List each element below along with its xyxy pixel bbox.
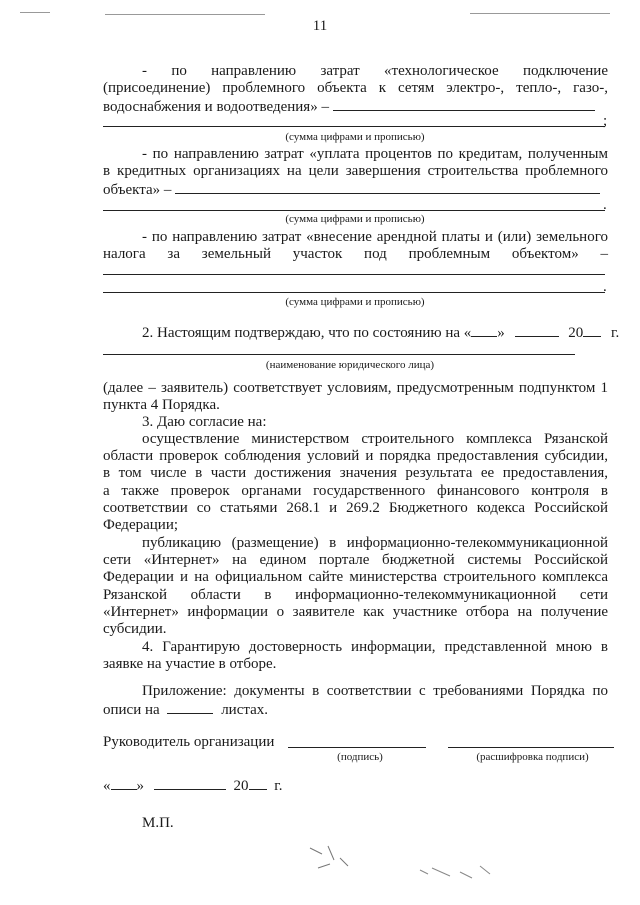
amount-caption: (сумма цифрами и прописью) — [285, 131, 425, 143]
scan-marks — [300, 838, 510, 888]
page-number: 11 — [312, 18, 328, 34]
guarantee-text-line: заявке на участие в отборе. — [103, 656, 277, 672]
consent-text-line: соответствии со статьями 268.1 и 269.2 Бюджетного кодекса Российской — [103, 500, 608, 516]
cost-text-line: водоснабжения и водоотведения» – — [103, 99, 329, 115]
item-3-heading: 3. Даю согласие на: — [142, 414, 267, 430]
consent-text-line: осуществление министерством строительного комплекса Рязанской — [142, 431, 608, 447]
cost-text-line: (присоединение) проблемного объекта к сетям электро-, тепло-, газо-, — [103, 80, 608, 96]
quote-close: » — [136, 778, 144, 794]
legal-entity-blank[interactable] — [103, 354, 575, 355]
amount-blank[interactable] — [103, 292, 605, 293]
consent-text-line: Федерации; — [103, 517, 179, 533]
amount-caption: (сумма цифрами и прописью) — [285, 213, 425, 225]
scan-speck — [20, 12, 50, 13]
sheets-count-blank[interactable] — [167, 700, 213, 714]
amount-blank[interactable] — [333, 97, 595, 111]
consent-text-line: в том числе в части достижения значения результата ее предоставления, — [103, 465, 608, 481]
attachment-prefix: описи на — [103, 702, 160, 718]
day-blank[interactable] — [111, 776, 137, 790]
consent-text-line: а также проверок органами государственного финансового контроля в — [103, 483, 608, 499]
signature-caption: (подпись) — [337, 751, 383, 763]
consent-text-line: субсидии. — [103, 621, 167, 637]
date-line — [103, 776, 282, 796]
consent-text-line: «Интернет» информации о заявителе как участнике отбора на получение — [103, 604, 608, 620]
signature-blank[interactable] — [288, 747, 426, 748]
consent-text-line: публикацию (размещение) в информационно-телекоммуникационной — [142, 535, 608, 551]
consent-text-line: Федерации и на официальном сайте министерства строительного комплекса — [103, 569, 608, 585]
cost-text-line: в кредитных организациях на цели завершения строительства проблемного — [103, 163, 608, 179]
year-blank[interactable] — [249, 776, 267, 790]
cost-text-line: объекта» – — [103, 182, 172, 198]
scan-speck — [105, 14, 265, 15]
attachment-text: Приложение: документы в соответствии с требованиями Порядка по — [142, 683, 608, 699]
cost-text-line: - по направлению затрат «технологическое подключение — [142, 63, 608, 79]
year-prefix: 20 — [233, 778, 249, 794]
quote-open: « — [463, 325, 472, 341]
amount-caption: (сумма цифрами и прописью) — [285, 296, 425, 308]
year-prefix: 20 — [568, 325, 584, 341]
day-blank[interactable] — [471, 323, 497, 337]
stamp-place: М.П. — [142, 815, 174, 831]
signature-decoding-blank[interactable] — [448, 747, 614, 748]
decoding-caption: (расшифровка подписи) — [476, 751, 589, 763]
consent-text-line: сети «Интернет» на едином портале бюджетной системы Российской — [103, 552, 608, 568]
end-mark: . — [603, 279, 607, 295]
month-blank[interactable] — [515, 323, 559, 337]
scan-speck — [470, 13, 610, 14]
consent-text-line: области проверок соблюдения условий и порядка предоставления субсидии, — [103, 448, 608, 464]
signature-label: Руководитель организации — [103, 734, 275, 750]
cost-text-line: - по направлению затрат «уплата процентов по кредитам, полученным — [142, 146, 608, 162]
item-2-text: 2. Настоящим подтверждаю, что по состоянию на — [142, 325, 461, 341]
end-mark: . — [603, 197, 607, 213]
cost-text-line: налога за земельный участок под проблемным объектом» – — [103, 246, 608, 262]
month-blank[interactable] — [154, 776, 226, 790]
year-blank[interactable] — [583, 323, 601, 337]
amount-blank[interactable] — [103, 126, 605, 127]
consent-text-line: Рязанской области в информационно-телекоммуникационной сети — [103, 587, 608, 603]
end-mark: ; — [603, 113, 608, 129]
guarantee-text-line: 4. Гарантирую достоверность информации, представленной мною в — [142, 639, 608, 655]
year-suffix: г. — [611, 325, 620, 341]
quote-close: » — [497, 325, 505, 341]
quote-open: « — [103, 778, 111, 794]
amount-blank[interactable] — [175, 180, 600, 194]
attachment-suffix: листах. — [221, 702, 269, 718]
amount-blank[interactable] — [103, 210, 605, 211]
cost-text-line: - по направлению затрат «внесение арендной платы и (или) земельного — [142, 229, 608, 245]
item-2-continuation: пункта 4 Порядка. — [103, 397, 220, 413]
item-2-continuation: (далее – заявитель) соответствует условиям, предусмотренным подпунктом 1 — [103, 380, 608, 396]
year-suffix: г. — [274, 778, 283, 794]
amount-blank[interactable] — [103, 274, 605, 275]
legal-entity-caption: (наименование юридического лица) — [265, 359, 435, 371]
